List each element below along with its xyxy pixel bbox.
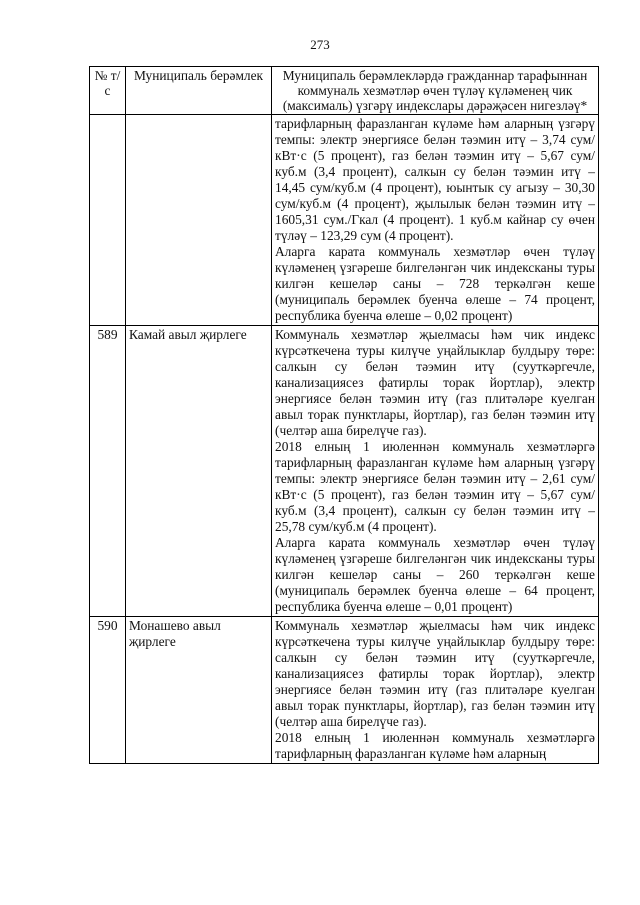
row-municipality bbox=[126, 115, 272, 326]
description-paragraph: 2018 елның 1 июленнән коммуналь хезмәтләргә тарифларның фаразланган күләме һәм аларның bbox=[275, 730, 595, 761]
description-paragraph: Коммуналь хезмәтләр җыелмасы һәм чик индекс күрсәткечена туры килүче уңайлыклар булдыру төре: салкын су белән тәэмин итү (сууткәргечле, канализациясез фатирлы торак йортлар), электр энергиясе белән тәэмин итү (газ плитәләре куелган авыл торак пунктлары, йортлар), газ белән тәэмин итү (челтәр аша бирелүче газ). bbox=[275, 327, 595, 438]
description-paragraph: Аларга карата коммуналь хезмәтләр өчен түләү күләменең үзгәреше билгеләнгән чик индексканы туры килгән кешеләр саны – 260 теркәлгән кеше (муниципаль берәмлек буенча өлеше – 64 процент, республика буенча өлеше – 0,01 процент) bbox=[275, 535, 595, 614]
row-municipality: Камай авыл җирлеге bbox=[126, 326, 272, 617]
header-municipality: Муниципаль берәмлек bbox=[126, 67, 272, 115]
table-row bbox=[90, 115, 599, 326]
description-paragraph: Коммуналь хезмәтләр җыелмасы һәм чик индекс күрсәткечена туры килүче уңайлыклар булдыру төре: салкын су белән тәэмин итү (сууткәргечле, канализациясез фатирлы торак йортлар), электр энергиясе белән тәэмин итү (газ плитәләре куелган авыл торак пунктлары, йортлар), газ белән тәэмин итү (челтәр аша бирелүче газ). bbox=[275, 618, 595, 729]
table-row bbox=[90, 326, 599, 617]
header-description: Муниципаль берәмлекләрдә гражданнар тарафыннан коммуналь хезмәтләр өчен түләү күләменең чик (максималь) үзгәрү индекслары дәрәҗәсен нигезләү* bbox=[272, 67, 599, 115]
row-number: 590 bbox=[90, 617, 126, 764]
row-description bbox=[272, 617, 599, 764]
description-paragraph: Аларга карата коммуналь хезмәтләр өчен түләү күләменең үзгәреше билгеләнгән чик индексканы туры килгән кешеләр саны – 728 теркәлгән кеше (муниципаль берәмлек буенча өлеше – 74 процент, республика буенча өлеше – 0,02 процент) bbox=[275, 244, 595, 323]
row-description bbox=[272, 115, 599, 326]
row-description bbox=[272, 326, 599, 617]
row-number bbox=[90, 115, 126, 326]
row-municipality: Монашево авыл җирлеге bbox=[126, 617, 272, 764]
table-row bbox=[90, 617, 599, 764]
page-number: 273 bbox=[310, 37, 330, 52]
tariff-index-table bbox=[89, 66, 599, 764]
table-header-row bbox=[90, 67, 599, 115]
description-paragraph: 2018 елның 1 июленнән коммуналь хезмәтләргә тарифларның фаразланган күләме һәм аларның үзгәрү темпы: электр энергиясе белән тәэмин итү – 2,61 сум/кВт·с (5 процент), газ белән тәэмин итү – 5,67 сум/куб.м (3,4 процент), салкын су белән тәэмин итү – 25,78 сум/куб.м (4 процент). bbox=[275, 439, 595, 534]
row-number: 589 bbox=[90, 326, 126, 617]
description-paragraph: тарифларның фаразланган күләме һәм аларның үзгәрү темпы: электр энергиясе белән тәэмин итү – 3,74 сум/кВт·с (5 процент), газ белән тәэмин итү – 5,67 сум/куб.м (3,4 процент), салкын су белән тәэмин итү – 14,45 сум/куб.м (4 процент), юынтык су агызу – 30,30 сум/куб.м (4 процент), җылылык белән тәэмин итү – 1605,31 сум./Гкал (4 процент). 1 куб.м кайнар су өчен түләү – 123,29 сум (4 процент). bbox=[275, 116, 595, 243]
header-number: № т/с bbox=[90, 67, 126, 115]
